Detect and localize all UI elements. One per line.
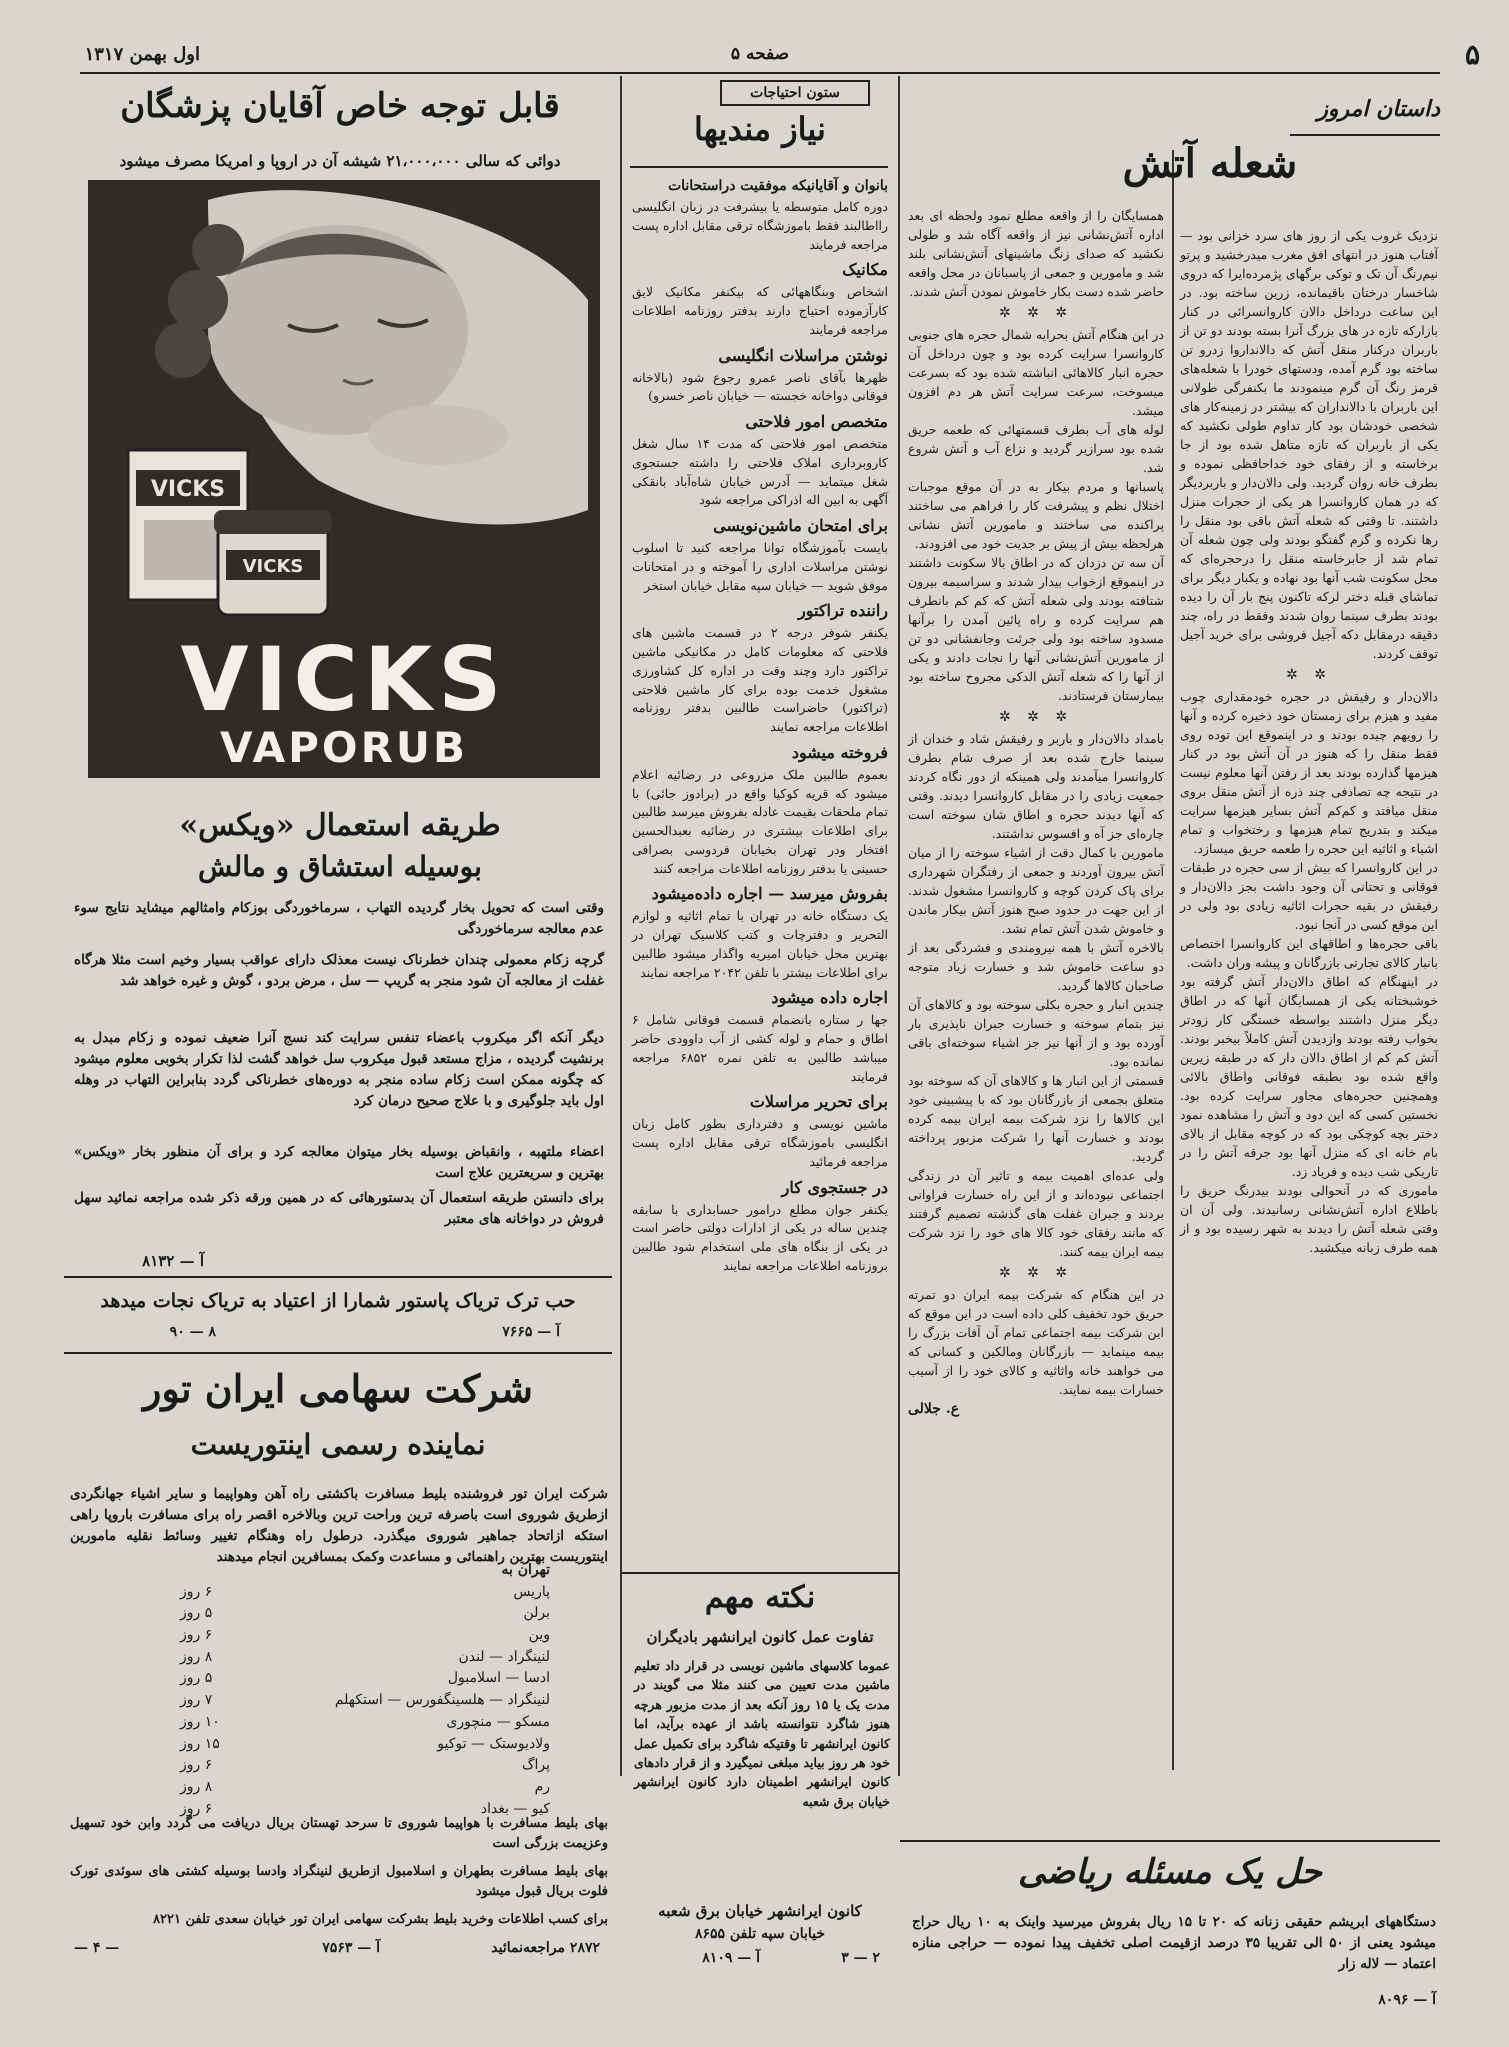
schedule-city: پاریس bbox=[513, 1583, 550, 1600]
story-kicker-rule bbox=[1290, 134, 1440, 136]
schedule-row bbox=[130, 1603, 550, 1625]
page-label: صفحه ۵ bbox=[730, 44, 790, 64]
story-col2-para-8: بالاخره آتش با همه نیرومندی و فشردگی بعد از دو ساعت خاموش شد و خسارت زیاد متوجه صاحبان کالاها گردید. bbox=[908, 940, 1164, 993]
sleeping-child-face bbox=[208, 225, 468, 435]
story-col1-para-6: ماموری که در آنحوالی بودند بیدرنگ حریق را باطلاع اداره آتش‌نشانی رسانیدند. ولی آن ان وقتی شعله آتش را دیدند به شهر رسیده بود و از همه طرف زبانه میکشید. bbox=[1180, 1183, 1438, 1255]
column-rule-1 bbox=[620, 76, 622, 1776]
schedule-city: برلن bbox=[523, 1605, 550, 1622]
classified-body-7: بعموم طالبین ملک مزروعی در رضائیه اعلام میشود که قریه کوکیا واقع در (برادوز جائی) با تمام ملحقات بقیمت عادله بفروش میرسد طالبین برای اطلاعات بیشتری در رضائیه بعبدالحسین افتخار ودر تهران بخیابان فردوسی بصرافی حسینی یا بدفتر روزنامه اطلاعات مراجعه کنند bbox=[632, 766, 888, 876]
important-box-body: عموما کلاسهای ماشین نویسی در قرار داد تعلیم ماشین مدت تعیین می کنند مثلا می گویند در مدت یک یا ۱۵ روز آنکه بعد از مدت مزبور هرچه هنوز شاگرد نتوانسته باشد از عهده برآید، اما کانون ایرانشهر تا وقتیکه شاگرد برای تکمیل عمل خود هر روز بیاید مبلغی نمیگیرد و از قرار دادهای کانون ایرانشهر اطمینان دارد کانون ایرانشهر خیابان برق شعبه bbox=[634, 1658, 890, 1809]
opium-ad-code: آ — ۷۶۶۵ bbox=[502, 1324, 560, 1340]
vicks-subline: دوائی که سالی ۲۱،۰۰۰،۰۰۰ شیشه آن در اروپا و امریکا مصرف میشود bbox=[119, 152, 561, 170]
schedule-city: لنینگراد — هلسینگفورس — استکهلم bbox=[334, 1692, 550, 1709]
schedule-city: کیو — بغداد bbox=[480, 1800, 550, 1817]
schedule-days: ۷ روز bbox=[180, 1692, 213, 1709]
classified-body-6: یکنفر شوفر درجه ۲ در قسمت ماشین های فلاحتی که معلومات کامل در مکانیکی ماشین تراکتور دارد وچند وقت در اداره کل کشاورزی مشغول خدمت بوده برای کار ماشین فلاحتی (تراکتور) حاضراست طالبین بدفتر روزنامه اطلاعات مراجعه نمایند bbox=[632, 625, 888, 734]
schedule-row bbox=[130, 1777, 550, 1799]
story-col2-para-12: در این هنگام که شرکت بیمه ایران دو تمرته حریق خود تخفیف کلی داده است در این موقع که این شرکت بیمه اجتماعی تمام آن آفات بزرگ را بیمه مینماید — بازرگانان ومالکین و کسانی که می خواهند خانه واثاثیه و کالای خود را از آسیب خسارات بیمه نمایند. bbox=[908, 1287, 1164, 1397]
story-signature: ع. جلالی bbox=[908, 1401, 960, 1417]
needs-title-rule bbox=[630, 166, 888, 168]
schedule-city: لنینگراد — لندن bbox=[458, 1648, 550, 1665]
opium-ad-text: حب ترک تریاک پاستور شمارا از اعتیاد به تریاک نجات میدهد bbox=[100, 1290, 576, 1312]
column-rule-2 bbox=[898, 76, 900, 1776]
schedule-row bbox=[130, 1582, 550, 1604]
story-column-2 bbox=[908, 206, 1164, 1417]
classified-head-7: فروخته میشود bbox=[791, 742, 888, 762]
column-rule-3 bbox=[1172, 150, 1174, 1770]
schedule-row bbox=[130, 1734, 550, 1756]
schedule-days: ۶ روز bbox=[180, 1583, 213, 1600]
rule-below-opium bbox=[64, 1352, 612, 1354]
schedule-row bbox=[130, 1690, 550, 1712]
vicks-usage-sub: بوسیله استشاق و مالش bbox=[198, 850, 482, 883]
story-col2-para-2: در این هنگام آتش بحرایه شمال حجره های جنوبی کاروانسرا سرایت کرده بود و چون درداخل آن حجره انبار کالاهائی انباشته شده بود که بسرعت میسوخت، سرعت سرایت آتش هر دم افزون میشد. bbox=[908, 327, 1164, 418]
classified-head-1: بانوان و آقایانیکه موفقیت دراستحانات bbox=[667, 178, 888, 194]
story-col2-para-11: ولی عده‌ای اهمیت بیمه و تاثیر آن در زندگی اجتماعی نبوده‌اند و از این راه خسارت فراوانی بردند و جبران غفلت های گذشته تصمیم گرفتند که مانند رفقای خود کالا های خود را نزد شرکت بیمه ایران بیمه کنند. bbox=[908, 1168, 1164, 1259]
schedule-city: ولادیوستک — توکیو bbox=[437, 1735, 550, 1752]
vicks-product: VAPORUB bbox=[219, 723, 469, 772]
story-col2-para-5: آن سه تن دزدان که در اطاق بالا سکونت داشتند در اینموقع ازخواب بیدار شدند و سراسیمه بیرون شتافته بودند ولی شعله آتش که کم کم بانطرف هم سرایت کرده و راه پائین آمدن را برآنها مسدود ساخته بود ولی جرئت وجانفشانی دو تن از مامورین آتش‌نشانی آنها را نجات دادند و یکی از آنها را که شعله آتش الدکی مجروح ساخته بود بیمارستان فرستادند. bbox=[908, 555, 1164, 703]
schedule-city: پراگ bbox=[521, 1757, 550, 1774]
schedule-row bbox=[130, 1712, 550, 1734]
schedule-days: ۸ روز bbox=[180, 1648, 213, 1665]
box-top-rule bbox=[622, 1572, 898, 1574]
schedule-from-label: تهران به bbox=[501, 1562, 550, 1578]
vicks-illustration-svg bbox=[88, 180, 600, 778]
schedule-row bbox=[130, 1755, 550, 1777]
schedule-city: مسکو — منچوری bbox=[446, 1713, 550, 1730]
vicks-para-2: گرچه زکام معمولی چندان خطرناک نیست معذلک دارای عواقب بسیار وخیم است مثلا هرگاه غفلت از معالجه آن شود منجر به گریپ — سل ، مرض بردو ، گوش و غیره خواهد شد bbox=[74, 952, 604, 989]
story-col1-para-5: در اینهنگام که اطاق دالان‌دار آتش گرفته بود خوشبختانه یکی از همسایگان آنها که در اطاق دیگر منزل داشتند بواسطه خستگی کار زودتر بخواب رفته بودند وازدیدن آتش کاملاً بیخبر بودند. آتش کم کم از اطاق دالان دار که در طبقه زیرین واقع شده بود بطبقه فوقانی واطاق بالائی وهمچنین حجره‌های مجاور سرایت کرده بود. نخستین کسی که این دود و آتش را مشاهده نمود دختر بچه کوچکی بود که در کوچه مقابل از بالای بام خانه ای که منزل آنها بود جرقه آتش را در تاریکی شب دیده و فریاد زد. bbox=[1180, 974, 1438, 1179]
math-code: آ — ۸۰۹۶ bbox=[1378, 1992, 1436, 2008]
schedule-days: ۵ روز bbox=[180, 1670, 213, 1687]
needs-title: نیاز مندیها bbox=[694, 110, 826, 148]
story-col2-para-10: قسمتی از این انبار ها و کالاهای آن که سوخته بود متعلق بجمعی از بازرگانان بود که با پیشبینی خود این کالاها را نزد شرکت بیمه ایران بیمه کرده بودند و خسارت آنها را شرکت مزبور پرداخته گردید. bbox=[908, 1073, 1164, 1164]
classified-body-9: جها ر ستاره بانضمام قسمت فوقانی شامل ۶ اطاق و حمام و لوله کشی از آب داوودی حاضر میباشد طالبین به تلفن نمره ۶۸۵۲ مراجعه فرمایند bbox=[632, 1012, 888, 1084]
classified-body-8: یک دستگاه خانه در تهران با تمام اثاثیه و لوازم التحریر و دفترچات و کتب کلاسیک تهران در بهترین محل خیابان امیریه واگذار میشود طالبین برای اطلاعات بیشتر با تلفن ۲۰۴۲ مراجعه نمایند bbox=[632, 908, 888, 980]
story-col2-para-6: بامداد دالان‌دار و باربر و رفیقش شاد و خندان از سینما خارج شده بعد از صرف شام بطرف کاروانسرا میآمدند ولی همینکه از دور نگاه کردند جمعیت زیادی را در مقابل کاروانسرا دیدند. وقتی که آنها دیدند حجره و اطاق شان سوخته است چاره‌ای جز آه و افسوس نداشتند. bbox=[908, 731, 1164, 841]
story-title: شعله آتش bbox=[1122, 140, 1298, 187]
section-stars-3: ✲ ✲ ✲ bbox=[998, 709, 1074, 725]
important-box-subtitle: تفاوت عمل کانون ایرانشهر بادیگران bbox=[646, 1628, 874, 1646]
section-stars-4: ✲ ✲ ✲ bbox=[998, 1265, 1074, 1281]
needs-ref-code: آ — ۸۱۰۹ bbox=[702, 1950, 760, 1966]
math-title: حل یک مسئله ریاضی bbox=[1018, 1852, 1322, 1892]
vicks-jar bbox=[214, 510, 332, 615]
math-body: دستگاههای ابریشم حقیقی زنانه که ۲۰ تا ۱۵ ریال بفروش میرسید واینک به ۱۰ ریال حراج میشود یعنی از ۵۰ الی تقریبا ۳۵ درصد ازقیمت اصلی تخفیف پیدا نموده — حراجی منازه اعتماد — لاله زار bbox=[912, 1914, 1437, 1972]
section-stars-2: ✲ ✲ ✲ bbox=[998, 305, 1074, 321]
irantour-ref-3: — ۴ — bbox=[74, 1940, 120, 1956]
vicks-para-5: برای دانستن طریقه استعمال آن بدستورهائی که در همین ورقه ذکر شده مراجعه نمائید سهل فروش در دواخانه های معتبر bbox=[74, 1190, 604, 1227]
classified-head-4: متخصص امور فلاحتی bbox=[745, 412, 888, 431]
schedule-days: ۱۰ روز bbox=[180, 1713, 220, 1730]
irantour-note-2: بهای بلیط مسافرت بطهران و اسلامبول ازطریق لنینگراد وادسا بوسیله کشتی های سوئدی تورک فلوت بریال قبول میشود bbox=[70, 1864, 608, 1900]
story-col2-para-9: چندین انبار و حجره بکلی سوخته بود و کالاهای آن نیز بتمام سوخته و خسارت جبران ناپذیری بار آورده بود و از آنها نیز جز اشیاء سوخته‌ای باقی نمانده بود. bbox=[908, 997, 1164, 1069]
schedule-days: ۶ روز bbox=[180, 1800, 213, 1817]
section-stars-1: ✲ ✲ bbox=[1286, 667, 1332, 683]
classified-body-1: دوره کامل متوسطه یا بیشرفت در زبان انگلیسی رااطالبند فقط باموزشگاه ترقی مقابل اداره پست مراجعه فرمایند bbox=[632, 199, 888, 252]
schedule-row bbox=[130, 1668, 550, 1690]
story-col1-para-3: در این کاروانسرا که بیش از سی حجره در طبقات فوقانی و تحتانی آن وجود داشت بجز دالان‌دار و رفیقش در بقیه حجرات اثاثیه زیادی بود ولی در این موقع کسی در آنجا نبود. bbox=[1180, 860, 1438, 932]
vicks-code: آ — ۸۱۳۲ bbox=[142, 1252, 204, 1270]
vicks-brand: VICKS bbox=[180, 628, 508, 731]
story-column-1 bbox=[1180, 226, 1438, 1257]
classified-body-2: اشخاص وبنگاههائی که بیکنفر مکانیک لایق کارآزموده احتیاج دارند بدفتر روزنامه اطلاعات مراجعه فرمایند bbox=[632, 284, 888, 337]
vicks-para-3: دیگر آنکه اگر میکروب باعضاء تنفس سرایت کند نسج آنرا ضعیف نموده و زکام مبدل به برنشیت گردیده ، مزاج مستعد قبول میکروب سل خواهد گشت لذا تکرار بخوبی معلوم میشود که چگونه ممکن است زکام ساده منجر به دوره‌های خطرناکی گردد بنابراین التهاب در وهله اول باید جلوگیری و با علاج صحیح درمان کرد bbox=[74, 1030, 604, 1109]
story-col2-para-7: مامورین با کمال دقت از اشیاء سوخته را از میان آتش بیرون آوردند و جمعی از رفتگران شهرداری برای پاک کردن کوچه و کاروانسرا مشغول شدند. از این جهت در حدود صبح هنوز آتش بیکار ماندن و خاموش شدن آتش تمام نشد. bbox=[908, 845, 1164, 936]
schedule-days: ۵ روز bbox=[180, 1605, 213, 1622]
schedule-city: وین bbox=[528, 1627, 550, 1644]
math-top-rule bbox=[900, 1840, 1440, 1842]
vicks-para-1: وقتی است که تحویل بخار گردیده التهاب ، سرماخوردگی بوزکام وامثالهم میشاید نتایج سوء عدم معالجه سرماخوردگی bbox=[74, 900, 604, 937]
schedule-row bbox=[130, 1625, 550, 1647]
schedule-days: ۶ روز bbox=[180, 1627, 213, 1644]
schedule-days: ۸ روز bbox=[180, 1778, 213, 1795]
box-brand-label: VICKS bbox=[150, 477, 226, 502]
important-box-title: نکته مهم bbox=[704, 1580, 816, 1615]
classified-head-10: برای تحریر مراسلات bbox=[749, 1092, 888, 1112]
issue-date: اول بهمن ۱۳۱۷ bbox=[84, 44, 200, 65]
classified-head-11: در جستجوی کار bbox=[781, 1177, 888, 1197]
classified-body-3: ظهرها بآقای ناصر عمرو رجوع شود (بالاخانه فوقانی دواخانه خجسته — خیابان ناصر خسرو) bbox=[632, 369, 888, 404]
story-col1-para-4: باقی حجره‌ها و اطاقهای این کاروانسرا اختصاص بانبار کالای تجارتی بازرگانان و پیشه وران داشت. bbox=[1180, 936, 1438, 970]
important-box-phone: خیابان سپه تلفن ۸۶۵۵ bbox=[694, 1926, 826, 1942]
classified-body-4: متخصص امور فلاحتی که مدت ۱۴ سال شغل کاروبرداری املاک فلاحتی را داشته جستجوی شغل میتماید — آدرس خیابان شاه‌آباد بانقکی آگهی به ابین اله اذراکی مراجعه شود bbox=[632, 436, 888, 508]
irantour-ref-1: آ — ۷۵۶۳ bbox=[322, 1940, 380, 1956]
story-col1-para-2: دالان‌دار و رفیقش در حجره خودمقداری چوب مفید و هیزم برای زمستان خود ذخیره کرده و آنها را رویهم چیده بودند و در اینموقع این توده روی فقط منقل را که هنوز در آن آتش بود در کنار هیزمها گذارده بودند بعد از رفتن آنها معلوم نیست در نتیجه چه تصادفی چند ذره از آتش منقل بروی منقل میافتد و کم‌کم آتش بسایر هیزمها سرایت میکند و بتدریج تمام هیزمها و رختخواب و تمام اشیاء و اثاثیه این حجره را طعمه حریق میسازد. bbox=[1180, 689, 1438, 856]
irantour-title: شرکت سهامی ایران تور bbox=[143, 1366, 533, 1411]
story-col2-para-3: لوله های آب بطرف قسمتهائی که طعمه حریق شده بود سرازیر گردید و نزاع آب و آتش شروع شد. bbox=[908, 422, 1164, 475]
irantour-ref-2: ۲۸۷۲ مراجعه‌نمائید bbox=[491, 1940, 600, 1956]
classified-body-5: بایست بآموزشگاه توانا مراجعه کنید تا اسلوب نوشتن مراسلات اداری را آموخته و در امتحانات موفق شوید — خیابان سپه مقابل خیابان استخر bbox=[632, 540, 888, 593]
irantour-intro: شرکت ایران تور فروشنده بلیط مسافرت باکشتی راه آهن وهواپیما و سایر اشیاء جهانگردی ازطریق شوروی است باصرفه ترین وراحت ترین وبالاخره اقصر راه برای مسافرت باروپا راهی استکه ازاتحاد جماهیر شوروی میگذرد. درطول راه وهنگام تغییر وسائط نقلیه مامورین اینتوریست بهترین راهنمائی و مساعدت وکمک بمسافرین انجام میدهند bbox=[70, 1486, 608, 1565]
vicks-para-4: اعضاء ملتهبه ، وانقباض بوسیله بخار میتوان معالجه کرد و برای آن منظور بخار «ویکس» بهترین و سریعترین علاج است bbox=[74, 1144, 604, 1181]
irantour-subtitle: نماینده رسمی اینتوریست bbox=[190, 1428, 486, 1461]
schedule-header bbox=[130, 1560, 550, 1582]
vicks-headline: قابل توجه خاص آقایان پزشگان bbox=[120, 86, 560, 126]
needs-ref-nums: ۲ — ۳ bbox=[841, 1950, 880, 1966]
story-col2-para-4: پاسبانها و مردم بیکار به در آن موقع موجبات اختلال نظم و پیشرفت کار را فراهم می ساختند پراکنده می ساختند و مامورین آتش نشانی هرلحظه بیش از پیش بر جدیت خود می افزودند. bbox=[908, 479, 1164, 551]
schedule-row bbox=[130, 1647, 550, 1669]
classified-body-11: یکنفر جوان مطلع درامور حسابداری با سابقه چندین ساله در یکی از ادارات دولتی حاضر است در یکی از بنگاه های ملی استخدام شود طالبین بروزنامه اطلاعات مراجعه نمایند bbox=[632, 1201, 888, 1273]
rule-below-vicks bbox=[64, 1276, 612, 1278]
opium-ad-nums: ۸ — ۹۰ bbox=[169, 1324, 216, 1340]
classified-head-2: مکانیک bbox=[842, 260, 888, 280]
classified-head-5: برای امتحان ماشین‌نویسی bbox=[713, 516, 888, 535]
irantour-schedule bbox=[130, 1560, 550, 1820]
vicks-illustration bbox=[88, 180, 600, 778]
story-col1-para-1: نزدیک غروب یکی از روز های سرد خزانی بود — آفتاب هنوز در انتهای افق مغرب میدرخشید و پرتو نیم‌رنگ آن تک و توکی برگهای پژمرده‌ایرا که دروی شاخسار درختان باقیمانده، زرین ساخته بود. در این ساعت درداخل دالان کاروانسرائی در کنار بازارکه تازه در های بزرگ آنرا بسته بودند دو تن از باربران درکنار منقل آتش که دالانداروا زدرو تن ساخته بود گرم آمده، ودستهای خودرا با شعله‌های قرمز رنگ آن گرم مینمودند ما بکنفرگی طولانی این باربران با دالانداران که بیشتر در زمینه‌کار های شخصی خودشان بود کار تداوم طولی نکشید که یکی از باربران که تازه متاهل شده بود از جا برخاسته و از رفقای خود خداحافظی نموده و بطرف خانه روان گردید. ولی دالان‌دار و باربردیگر که در همان کاروانسرا هر یکی از حجرات منزل داشتند. تا وقتی که شعله آتش باقی بود منقل را رها نکرده و گرم گفتگو بودند ولی چون شعله آن تمام شد از جابرخاسته منقل را درحجره‌ای که محل سکونت شب آنها بود نهاده و یکبار دیگر برای تماشای قبله دختر لرکه تاکنون پنج بار آن را دیده بودند بطرف سینما روان شدند وفقط در راه، چند دقیقه درمقابل دکه آجیل فروشی برای خرید آجیل توقف کردند. bbox=[1180, 228, 1438, 661]
classified-head-8: بفروش میرسد — اجاره داده‌میشود bbox=[651, 884, 888, 904]
important-box-footer: کانون ایرانشهر خیابان برق شعبه bbox=[658, 1902, 862, 1920]
schedule-rows bbox=[130, 1582, 550, 1821]
classified-body-10: ماشین نویسی و دفترداری بطور کامل زبان انگلیسی باموزشگاه ترقی مقابل اداره پست مراجعه فرمائید bbox=[632, 1116, 888, 1169]
vicks-usage-title: طریقه استعمال «ویکس» bbox=[179, 808, 501, 843]
irantour-note-1: بهای بلیط مسافرت با هواپیما شوروی تا سرحد تهستان بریال دریافت می گردد وابن خود تسهیل وعزیمت بزرگی است bbox=[70, 1816, 608, 1852]
classified-head-6: راننده تراکتور bbox=[798, 601, 888, 621]
page-number: ۵ bbox=[1464, 38, 1480, 71]
irantour-footer: برای کسب اطلاعات وخرید بلیط بشرکت سهامی ایران تور خیابان سعدی تلفن ۸۲۲۱ bbox=[153, 1912, 608, 1927]
classified-head-3: نوشتن مراسلات انگلیسی bbox=[718, 345, 888, 365]
schedule-city: رم bbox=[534, 1778, 550, 1795]
schedule-city: ادسا — اسلامبول bbox=[447, 1670, 550, 1687]
needs-kicker: ستون احتیاجات bbox=[720, 80, 870, 106]
top-rule bbox=[80, 72, 1440, 74]
story-col2-para-1: همسایگان را از واقعه مطلع نمود ولحظه ای بعد اداره آتش‌نشانی نیز از واقعه آگاه شد و طولی نکشید که صدای زنگ ماشینهای آتش‌نشانی بلند شد و مامورین و جمعی از پاسبانان در محل واقعه حاضر شده دست بکار خاموش نمودن آتش شدند. bbox=[908, 208, 1164, 299]
classified-head-9: اجاره داده میشود bbox=[771, 988, 888, 1008]
classifieds-list bbox=[632, 172, 888, 1276]
story-kicker: داستان امروز bbox=[1317, 96, 1440, 122]
jar-brand-label: VICKS bbox=[242, 556, 304, 577]
schedule-days: ۶ روز bbox=[180, 1757, 213, 1774]
schedule-days: ۱۵ روز bbox=[180, 1735, 220, 1752]
